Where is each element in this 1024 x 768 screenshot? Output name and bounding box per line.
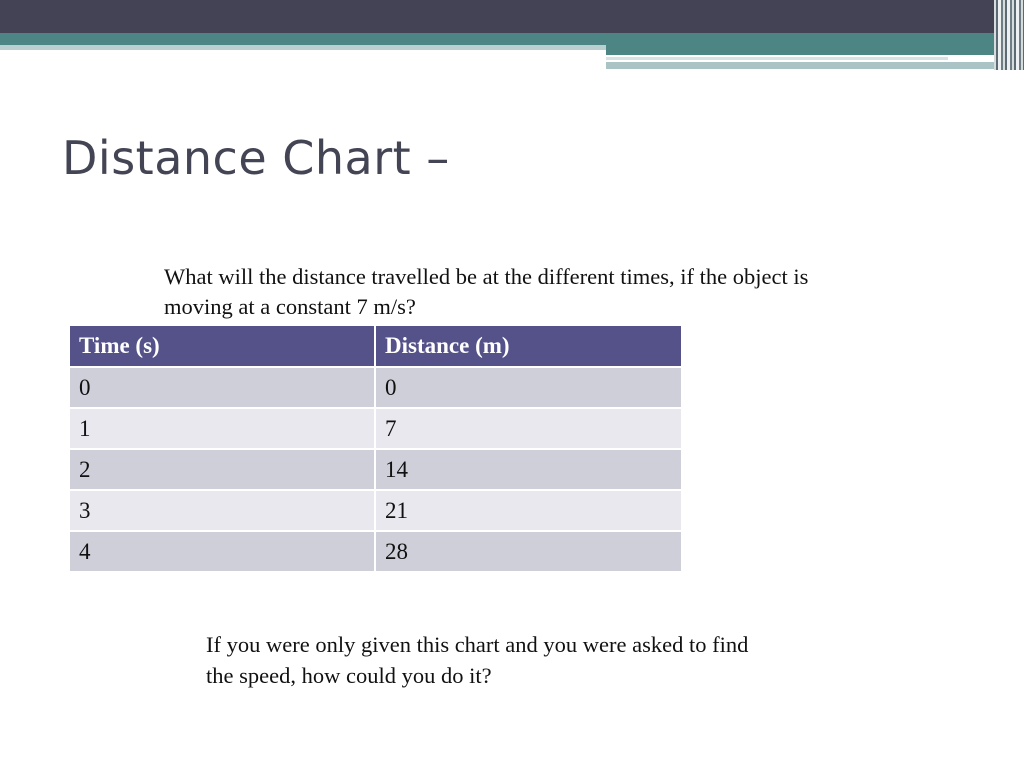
header-stripes-decoration [994, 0, 1024, 70]
distance-table [68, 324, 683, 573]
header-accent-right [606, 45, 1024, 55]
distance-cell: 0 [375, 367, 682, 408]
column-header-distance: Distance (m) [375, 325, 682, 367]
question-text: What will the distance travelled be at the different times, if the object is moving at a constant 7 m/s? [164, 264, 809, 319]
header-accent-band [0, 33, 1024, 45]
header-light-band [0, 45, 606, 50]
table-row [69, 531, 682, 572]
table-row [69, 367, 682, 408]
distance-cell: 14 [375, 449, 682, 490]
followup-question-text: If you were only given this chart and you were asked to find the speed, how could you do it? [206, 632, 749, 688]
time-cell: 0 [69, 367, 375, 408]
table-row [69, 490, 682, 531]
header-rule-thick [606, 62, 1006, 69]
slide-title: Distance Chart – [62, 131, 450, 185]
table-row [69, 449, 682, 490]
column-header-time: Time (s) [69, 325, 375, 367]
time-cell: 3 [69, 490, 375, 531]
distance-cell: 7 [375, 408, 682, 449]
time-cell: 2 [69, 449, 375, 490]
table-header-row [69, 325, 682, 367]
distance-cell: 28 [375, 531, 682, 572]
table-row [69, 408, 682, 449]
header-bar [0, 0, 1024, 33]
header-rule-thin [606, 57, 948, 60]
distance-cell: 21 [375, 490, 682, 531]
time-cell: 4 [69, 531, 375, 572]
time-cell: 1 [69, 408, 375, 449]
